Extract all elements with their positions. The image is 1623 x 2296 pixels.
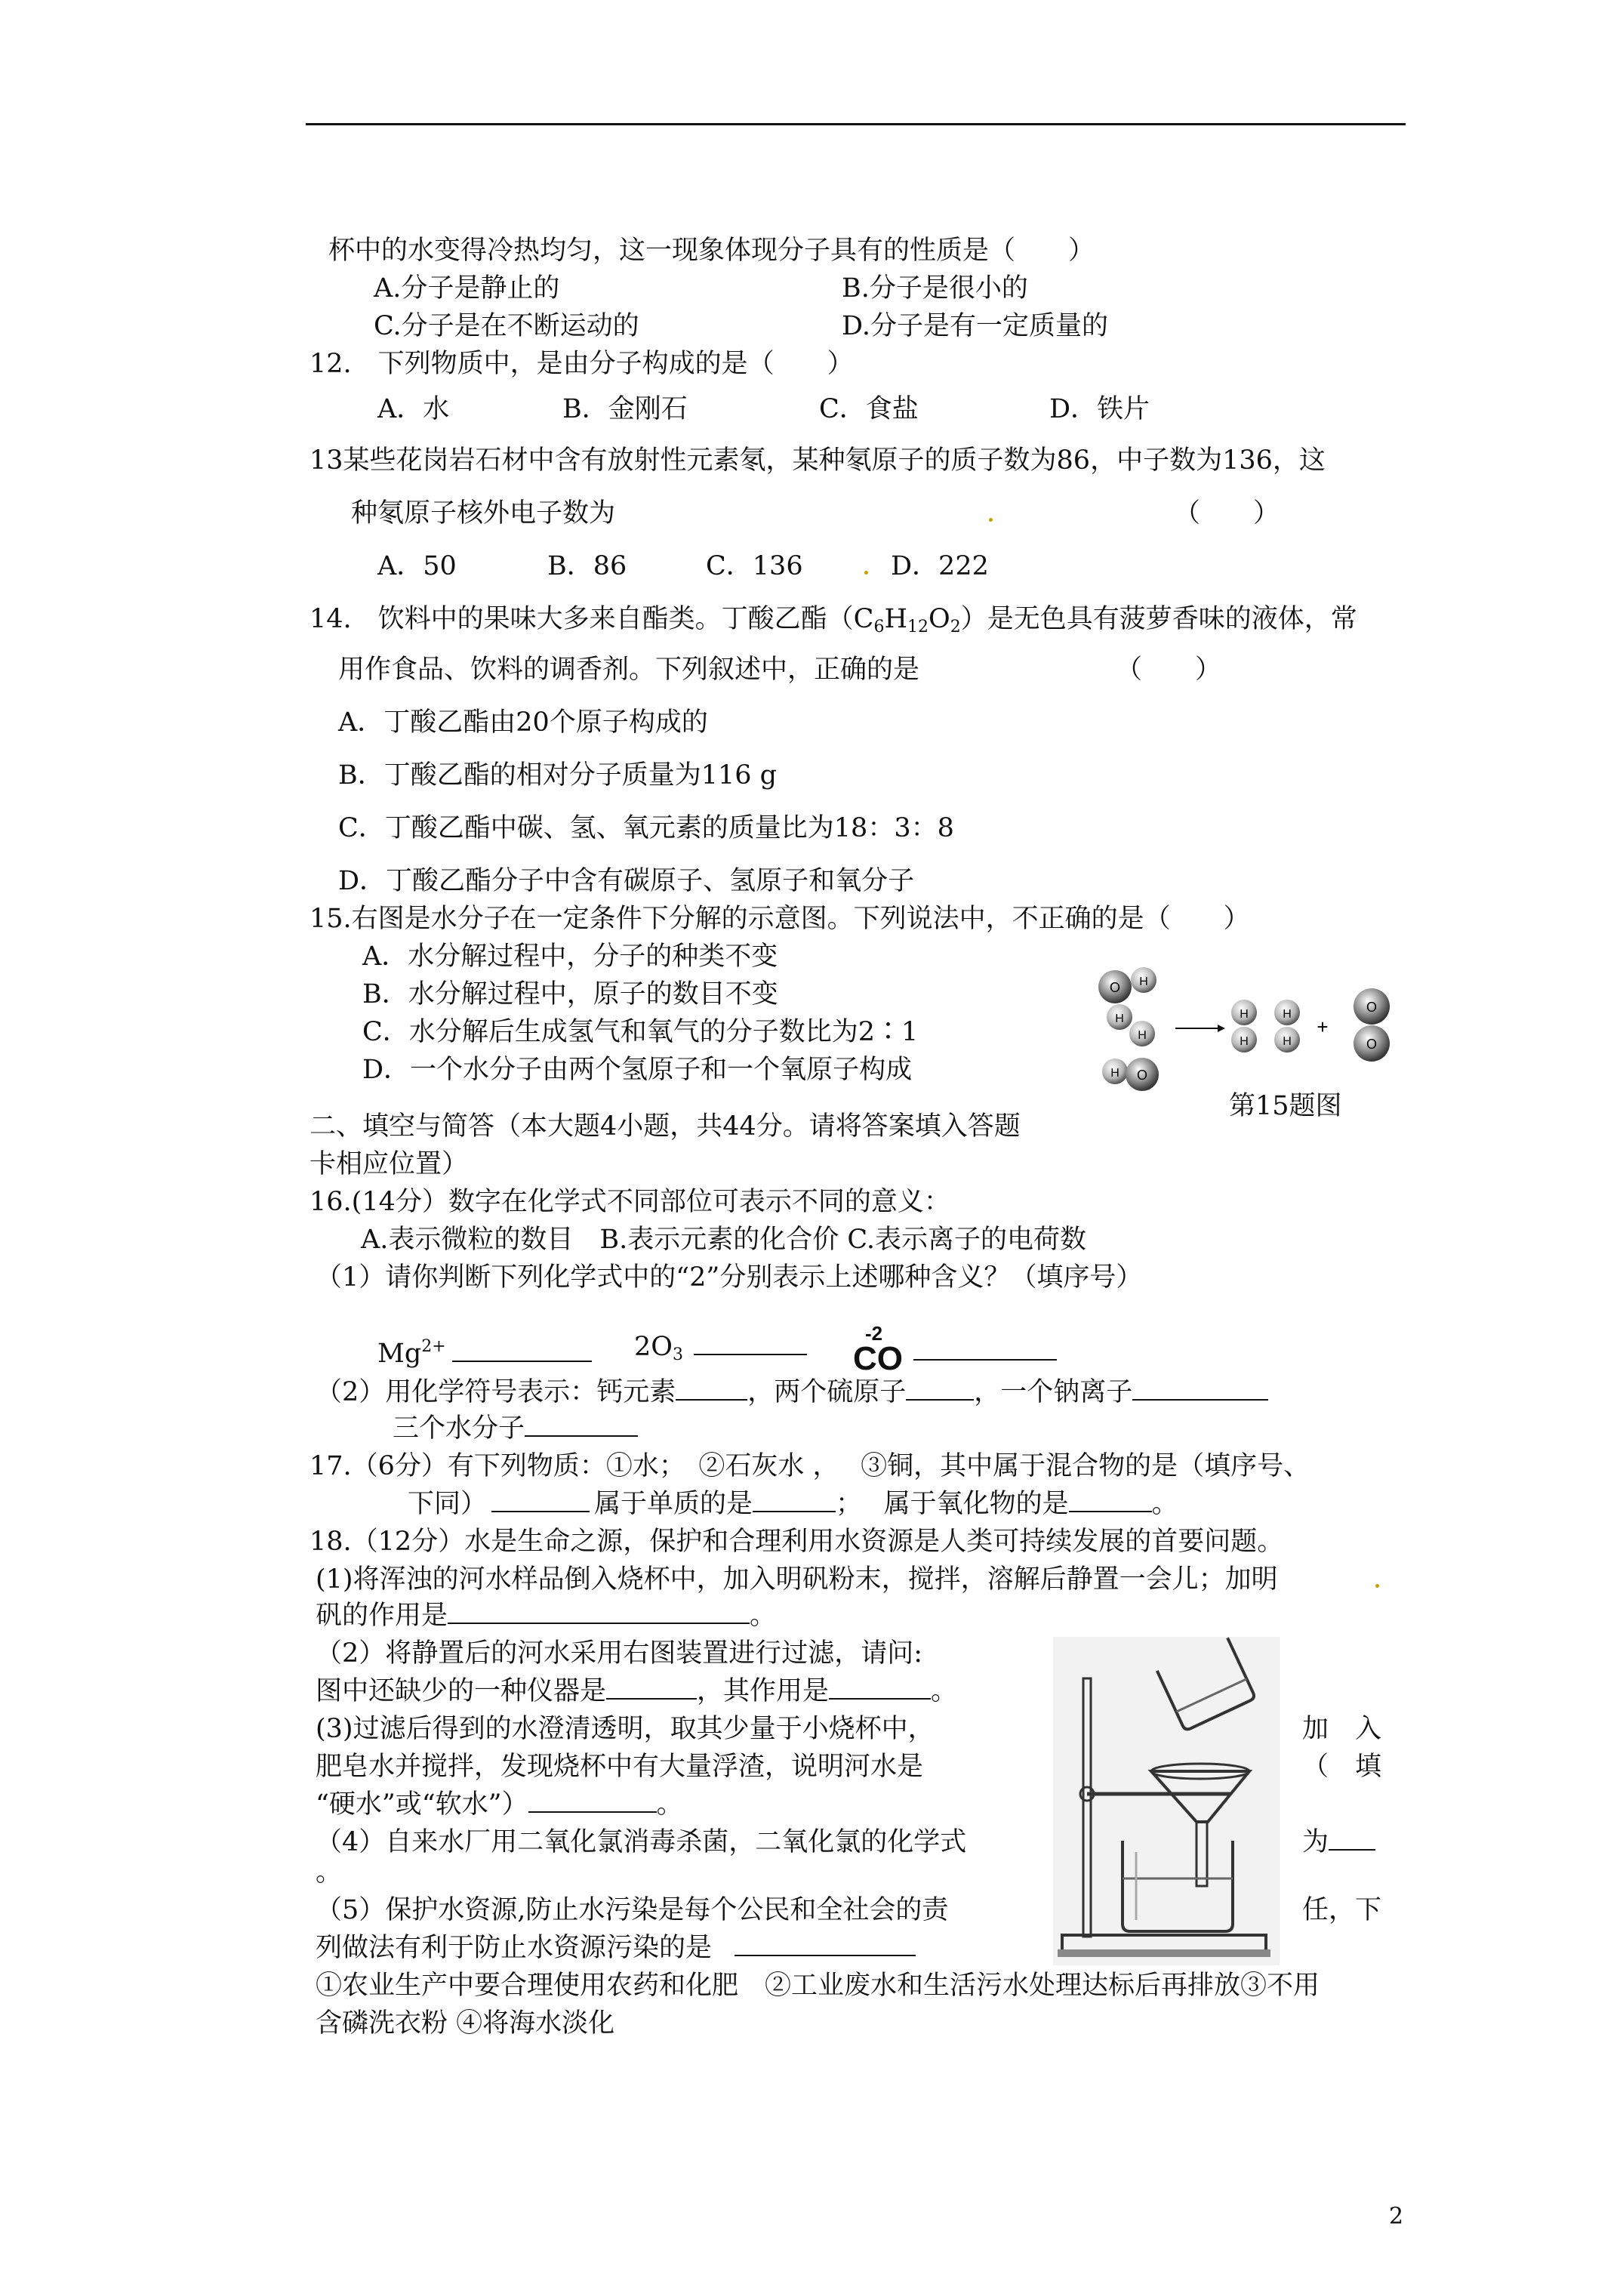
answer-blank[interactable] xyxy=(906,1376,974,1401)
co-valence-mark: -2 xyxy=(865,1322,883,1345)
q16-p2-text: ，一个钠离子 xyxy=(974,1377,1133,1407)
q16-p2-text: （2）用化学符号表示：钙元素 xyxy=(316,1377,676,1407)
q17-text: ； 属于氧化物的是 xyxy=(836,1489,1069,1519)
atom-label: H xyxy=(1283,1035,1292,1048)
q18-text: 矾的作用是 xyxy=(316,1601,448,1631)
q14-option-d: D．丁酸乙酯分子中含有碳原子、氢原子和氧分子 xyxy=(338,866,915,896)
q11-option-a: A.分子是静止的 xyxy=(374,273,560,304)
section-2-heading-line1: 二、填空与简答（本大题4小题，共44分。请将答案填入答题 xyxy=(310,1111,1021,1142)
formula-h: H xyxy=(884,604,907,634)
stray-dot xyxy=(1375,1584,1379,1588)
q18-part3-line3 xyxy=(316,1788,683,1821)
q18-part5-line2 xyxy=(316,1931,916,1965)
atom-label: H xyxy=(1240,1008,1249,1021)
q18-part5-line1: （5）保护水资源,防止水污染是每个公民和全社会的责 xyxy=(316,1895,949,1925)
q13-stem-line1: 13某些花岗岩石材中含有放射性元素氡，某种氡原子的质子数为86，中子数为136，这 xyxy=(310,445,1326,476)
formula-o: O xyxy=(928,604,950,634)
atom-label: H xyxy=(1115,1012,1124,1025)
q11-option-b: B.分子是很小的 xyxy=(842,273,1028,304)
answer-blank[interactable] xyxy=(491,1488,590,1512)
q13-stem-line2: 种氡原子核外电子数为 xyxy=(351,498,616,529)
q18-text: ，其作用是 xyxy=(697,1676,830,1706)
section-2-heading-line2: 卡相应位置） xyxy=(310,1149,469,1179)
q14-paren: （ ） xyxy=(1116,655,1222,685)
atom-label: O xyxy=(1366,1037,1378,1052)
filtration-apparatus-diagram xyxy=(1053,1637,1280,1965)
q13-paren: （ ） xyxy=(1174,498,1280,529)
formula-sub: 12 xyxy=(907,618,929,636)
q13-option-b: B．86 xyxy=(547,551,627,581)
q13-option-a: A．50 xyxy=(377,551,457,581)
q15-stem: 15.右图是水分子在一定条件下分解的示意图。下列说法中，不正确的是（ ） xyxy=(310,904,1250,934)
q18-part3-line1-right: 加 入 xyxy=(1302,1714,1382,1744)
q15-option-a: A．水分解过程中，分子的种类不变 xyxy=(362,942,778,972)
q18-text: 。 xyxy=(931,1676,958,1706)
q18-part4-end: 。 xyxy=(316,1857,343,1888)
q18-text: “硬水”或“软水”） xyxy=(316,1789,528,1820)
q12-stem: 12. 下列物质中，是由分子构成的是（ ） xyxy=(310,349,854,379)
q16-ozone xyxy=(634,1330,807,1372)
q18-part3-line2-right: （ 填 xyxy=(1302,1752,1382,1782)
q16-part2-cont xyxy=(393,1412,638,1445)
q11-option-c: C.分子是在不断运动的 xyxy=(374,311,639,341)
q18-stem: 18.（12分）水是生命之源，保护和合理利用水资源是人类可持续发展的首要问题。 xyxy=(310,1527,1284,1557)
q16-p2-text: 三个水分子 xyxy=(393,1413,525,1444)
q18-part5-options-line2: 含磷洗衣粉 ④将海水淡化 xyxy=(316,2008,615,2039)
q17-text: 下同） xyxy=(408,1489,488,1519)
q17-line2 xyxy=(408,1487,1178,1521)
q14-option-a: A．丁酸乙酯由20个原子构成的 xyxy=(338,707,708,738)
atom-label: O xyxy=(1109,980,1121,995)
atom-label: H xyxy=(1110,1067,1119,1080)
q18-text: 图中还缺少的一种仪器是 xyxy=(316,1676,607,1706)
mg-charge: 2+ xyxy=(421,1337,446,1356)
atom-label: O xyxy=(1136,1068,1148,1083)
q18-text: 。 xyxy=(656,1789,683,1820)
q16-part1: （1）请你判断下列化学式中的“2”分别表示上述哪种含义？（填序号） xyxy=(316,1262,1143,1293)
q13-option-c: C．136 xyxy=(706,551,803,581)
q15-option-d: D．一个水分子由两个氢原子和一个氧原子构成 xyxy=(362,1055,913,1085)
answer-blank[interactable] xyxy=(676,1376,747,1401)
q17-line1: 17.（6分）有下列物质：①水； ②石灰水 ， ③铜，其中属于混合物的是（填序号、 xyxy=(310,1451,1310,1481)
co-symbol: CO xyxy=(853,1340,903,1377)
atom-label: H xyxy=(1283,1008,1292,1021)
q18-part4-right xyxy=(1302,1826,1375,1859)
answer-blank[interactable] xyxy=(694,1331,807,1355)
q16-part2 xyxy=(316,1376,1268,1409)
q14-option-c: C．丁酸乙酯中碳、氢、氧元素的质量比为18：3：8 xyxy=(338,813,954,843)
answer-blank[interactable] xyxy=(735,1932,916,1956)
answer-blank[interactable] xyxy=(1132,1376,1268,1401)
ozone-subscript: 3 xyxy=(672,1345,683,1364)
q14-stem-line1 xyxy=(310,603,1357,644)
q12-option-a: A．水 xyxy=(377,394,450,424)
q15-option-c: C．水分解后生成氢气和氧气的分子数比为2∶1 xyxy=(362,1017,919,1047)
q16-p2-text: ，两个硫原子 xyxy=(747,1377,907,1407)
q12-option-c: C．食盐 xyxy=(819,394,919,424)
q18-part1-line2 xyxy=(316,1599,776,1632)
q11-stem: 杯中的水变得冷热均匀，这一现象体现分子具有的性质是（ ） xyxy=(328,236,1095,266)
q14-stem-line2: 用作食品、饮料的调香剂。下列叙述中，正确的是 xyxy=(338,655,920,685)
answer-blank[interactable] xyxy=(753,1488,836,1512)
header-rule xyxy=(306,123,1406,125)
formula-sub: 6 xyxy=(873,618,885,636)
q14-option-b: B．丁酸乙酯的相对分子质量为116 g xyxy=(338,760,778,791)
ozone-symbol: 2O xyxy=(634,1332,673,1362)
q18-part1-line1: (1)将浑浊的河水样品倒入烧杯中，加入明矾粉末，搅拌，溶解后静置一会儿；加明 xyxy=(316,1564,1278,1595)
answer-blank[interactable] xyxy=(448,1600,750,1624)
q18-part2-line1: （2）将静置后的河水采用右图装置进行过滤，请问: xyxy=(316,1638,923,1669)
q16-meaning-options: A.表示微粒的数目 B.表示元素的化合价 C.表示离子的电荷数 xyxy=(361,1225,1087,1255)
atom-label: H xyxy=(1138,1029,1147,1042)
stray-dot xyxy=(864,571,868,575)
answer-blank[interactable] xyxy=(606,1675,697,1700)
q17-text: 属于单质的是 xyxy=(594,1489,753,1519)
page-number: 2 xyxy=(1389,2203,1404,2230)
answer-blank[interactable] xyxy=(1329,1826,1375,1851)
q18-text: 列做法有利于防止水资源污染的是 xyxy=(316,1933,713,1963)
q16-co-valence xyxy=(853,1322,903,1377)
answer-blank[interactable] xyxy=(829,1675,931,1700)
arrow-head xyxy=(1218,1025,1225,1032)
q18-part5-line1-right: 任，下 xyxy=(1302,1895,1382,1925)
q14-stem-pre: 14. 饮料中的果味大多来自酯类。丁酸乙酯（C xyxy=(310,604,874,634)
formula-sub: 2 xyxy=(950,618,961,636)
q12-option-b: B．金刚石 xyxy=(562,394,688,424)
atom-label: H xyxy=(1240,1035,1249,1048)
q14-stem-post: ）是无色具有菠萝香味的液体，常 xyxy=(960,604,1357,634)
answer-blank[interactable] xyxy=(1069,1488,1152,1512)
mg-symbol: Mg xyxy=(377,1339,422,1369)
q16-mg-ion xyxy=(377,1330,592,1370)
q11-option-d: D.分子是有一定质量的 xyxy=(842,311,1108,341)
q13-option-d: D．222 xyxy=(891,551,989,581)
figure-15-caption: 第15题图 xyxy=(1229,1091,1342,1121)
q15-option-b: B．水分解过程中，原子的数目不变 xyxy=(362,979,778,1009)
plus-sign: + xyxy=(1317,1015,1329,1038)
q17-text: 。 xyxy=(1151,1489,1178,1519)
atom-label: H xyxy=(1139,975,1148,988)
q12-option-d: D．铁片 xyxy=(1049,394,1150,424)
q18-part4-line1: （4）自来水厂用二氧化氯消毒杀菌，二氧化氯的化学式 xyxy=(316,1827,967,1857)
q18-text: 为 xyxy=(1302,1827,1329,1857)
stray-dot xyxy=(989,518,993,522)
q18-text: 。 xyxy=(750,1601,777,1631)
atom-label: O xyxy=(1366,1000,1378,1015)
stand-foot xyxy=(1058,1949,1270,1957)
q18-part3-line2: 肥皂水并搅拌，发现烧杯中有大量浮渣，说明河水是 xyxy=(316,1752,924,1782)
q16-stem: 16.(14分）数字在化学式不同部位可表示不同的意义： xyxy=(310,1187,950,1217)
q18-part3-line1: (3)过滤后得到的水澄清透明，取其少量于小烧杯中， xyxy=(316,1714,935,1744)
answer-blank[interactable] xyxy=(913,1336,1057,1361)
answer-blank[interactable] xyxy=(525,1413,638,1437)
q18-part2-line2 xyxy=(316,1675,957,1708)
answer-blank[interactable] xyxy=(452,1338,592,1362)
q18-part5-options-line1: ①农业生产中要合理使用农药和化肥 ②工业废水和生活污水处理达标后再排放③不用 xyxy=(316,1971,1320,2001)
answer-blank[interactable] xyxy=(528,1789,657,1813)
